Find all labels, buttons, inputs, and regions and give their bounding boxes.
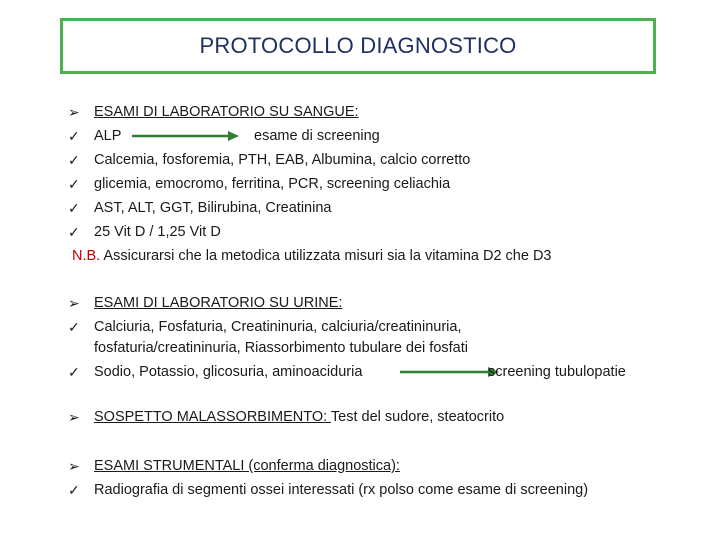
check-icon: ✓ [68,152,80,168]
check-icon: ✓ [68,200,80,216]
arrow-right-icon [400,366,500,378]
nb-text: Assicurarsi che la metodica utilizzata misuri sia la vitamina D2 che D3 [100,248,552,264]
arrowhead-bullet-icon: ➢ [68,104,80,120]
check-icon: ✓ [68,364,80,380]
check-icon: ✓ [68,128,80,144]
alp-desc: esame di screening [254,128,380,144]
check-icon: ✓ [68,482,80,498]
alp-label: ALP [94,128,122,144]
arrow-right-icon [132,130,240,142]
check-icon: ✓ [68,319,80,335]
arrowhead-bullet-icon: ➢ [68,458,80,474]
arrowhead-bullet-icon: ➢ [68,295,80,311]
page-title: PROTOCOLLO DIAGNOSTICO [199,33,517,58]
title-box [60,18,656,74]
nb-label: N.B. [72,248,101,264]
arrowhead-bullet-icon: ➢ [68,409,80,425]
check-icon: ✓ [68,224,80,240]
check-icon: ✓ [68,176,80,192]
nb-note [72,247,552,265]
